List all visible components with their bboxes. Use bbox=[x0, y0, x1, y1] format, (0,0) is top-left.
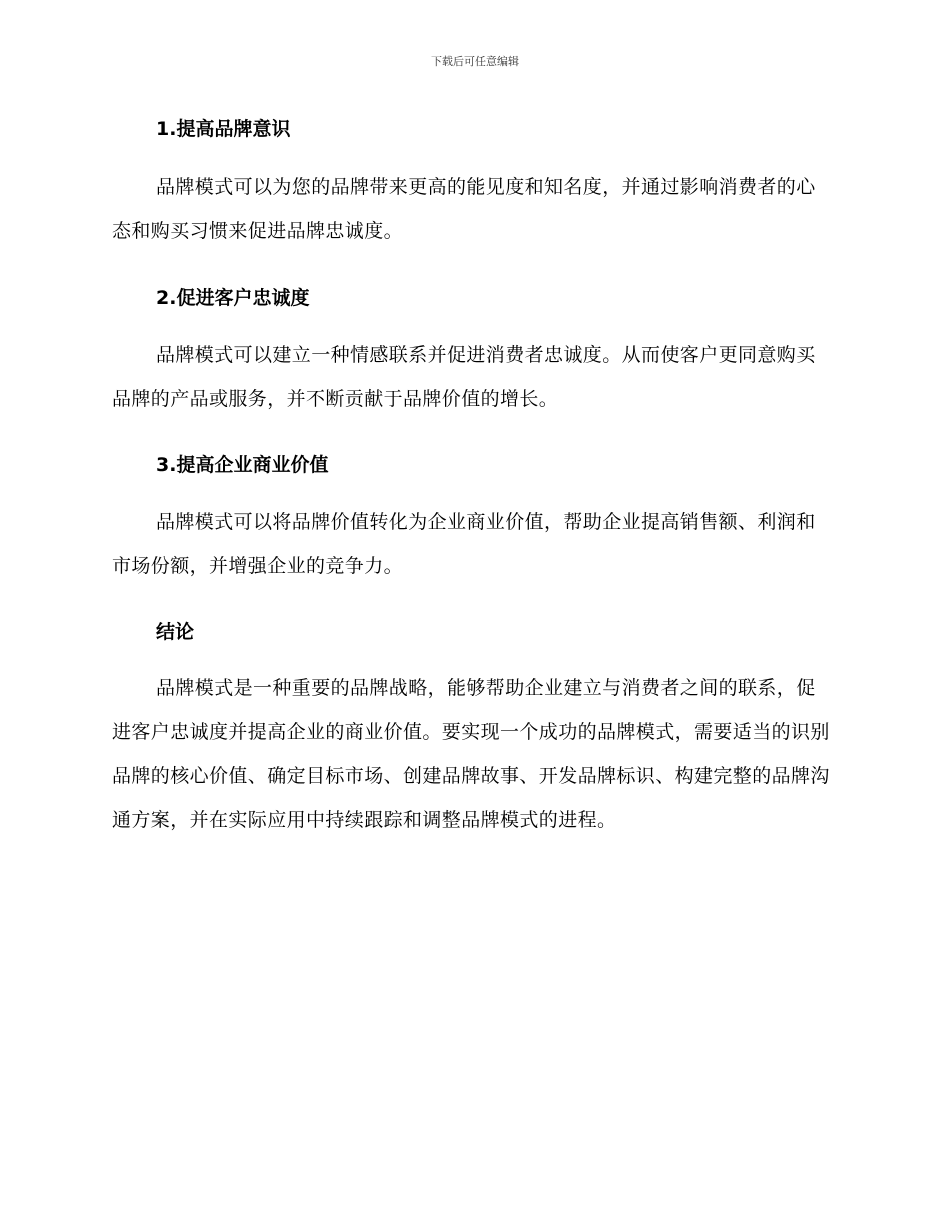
page-header: 下载后可任意编辑 bbox=[431, 55, 519, 68]
section-paragraph-brand-awareness: 品牌模式可以为您的品牌带来更高的能见度和知名度，并通过影响消费者的心态和购买习惯来促进品牌忠诚度。 bbox=[112, 176, 816, 242]
section-heading-conclusion: 结论 bbox=[156, 621, 195, 643]
section-heading-business-value: 3.提高企业商业价值 bbox=[156, 454, 329, 476]
section-paragraph-business-value: 品牌模式可以将品牌价值转化为企业商业价值，帮助企业提高销售额、利润和市场份额，并增强企业的竞争力。 bbox=[112, 511, 816, 577]
document-body bbox=[112, 112, 832, 842]
section-heading-customer-loyalty: 2.促进客户忠诚度 bbox=[156, 287, 310, 309]
section-paragraph-conclusion: 品牌模式是一种重要的品牌战略，能够帮助企业建立与消费者之间的联系，促进客户忠诚度并提高企业的商业价值。要实现一个成功的品牌模式，需要适当的识别品牌的核心价值、确定目标市场、创建品牌故事、开发品牌标识、构建完整的品牌沟通方案，并在实际应用中持续跟踪和调整品牌模式的进程。 bbox=[112, 677, 830, 831]
section-paragraph-customer-loyalty: 品牌模式可以建立一种情感联系并促进消费者忠诚度。从而使客户更同意购买品牌的产品或服务，并不断贡献于品牌价值的增长。 bbox=[112, 344, 816, 410]
section-heading-brand-awareness: 1.提高品牌意识 bbox=[156, 118, 291, 140]
